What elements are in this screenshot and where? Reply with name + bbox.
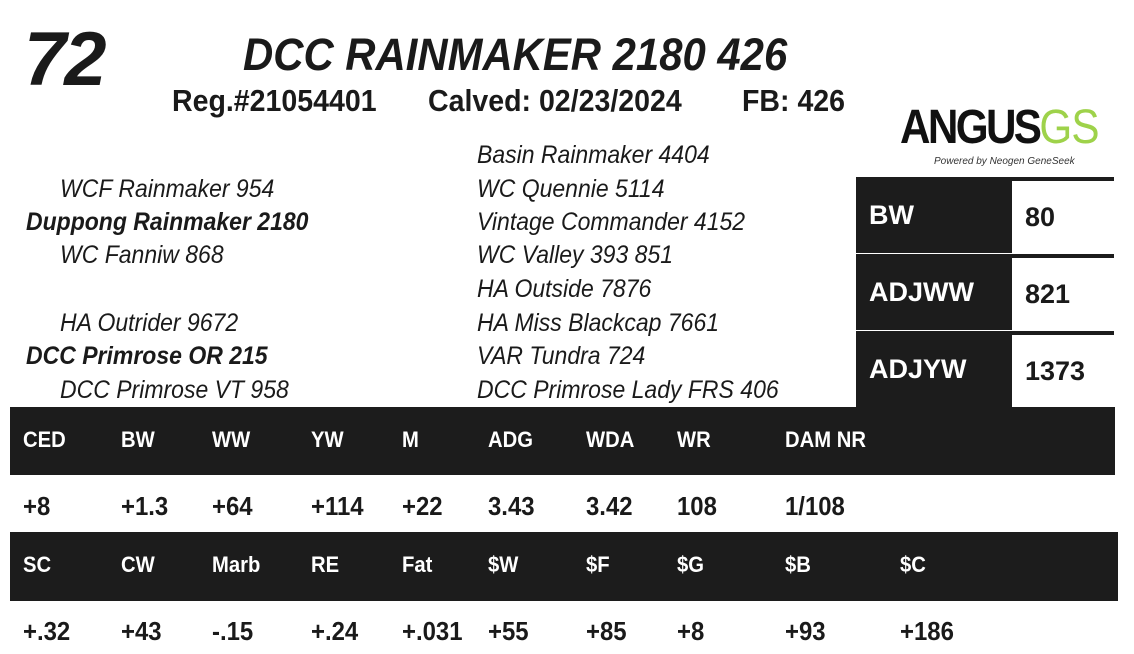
logo-tagline: Powered by Neogen GeneSeek [934,156,1075,167]
epd-header: $G [677,552,705,577]
calved-date: Calved: 02/23/2024 [428,83,682,118]
pedigree-dam-dam: DCC Primrose VT 958 [60,376,289,404]
pedigree-dam-dam-sire: VAR Tundra 724 [477,342,646,370]
logo-gs-text: GS [1039,101,1099,154]
epd-header: DAM NR [785,427,866,452]
pedigree-dam-dam-dam: DCC Primrose Lady FRS 406 [477,376,779,404]
logo-main-text: ANGUS [900,101,1040,154]
lot-number: 72 [24,17,105,102]
epd-header: $B [785,552,811,577]
epd-header: SC [23,552,52,577]
epd-header: RE [311,552,340,577]
pedigree-sire-dam-sire: Vintage Commander 4152 [477,208,746,236]
epd-value: 3.42 [586,491,633,521]
epd-value: +8 [677,616,705,646]
performance-box [856,177,1114,407]
epd-value: +43 [121,616,162,646]
performance-row [856,177,1114,253]
epd-header: M [402,427,419,452]
epd-header-band-2 [10,532,1118,601]
epd-value: +93 [785,616,826,646]
epd-value: -.15 [212,616,254,646]
performance-value: 1373 [1011,331,1114,407]
epd-header: CED [23,427,66,452]
epd-header-band-1 [10,407,1115,475]
performance-row [856,254,1114,330]
epd-value: 108 [677,491,717,521]
epd-header: Fat [402,552,433,577]
performance-value: 821 [1011,254,1114,330]
epd-value: +85 [586,616,627,646]
epd-value: +.24 [311,616,359,646]
epd-value: +114 [311,491,364,521]
angus-gs-logo [900,101,1099,174]
animal-name: DCC RAINMAKER 2180 426 [243,29,788,80]
epd-header: WW [212,427,251,452]
epd-header: WR [677,427,711,452]
epd-value: +8 [23,491,51,521]
logo-wordmark [900,101,1099,154]
epd-header: $C [900,552,926,577]
pedigree-dam-sire-sire: HA Outside 7876 [477,275,652,303]
pedigree-dam: DCC Primrose OR 215 [26,342,268,370]
performance-label: BW [856,177,1011,253]
epd-header: Marb [212,552,261,577]
pedigree-dam-sire-dam: HA Miss Blackcap 7661 [477,309,720,337]
epd-value: +186 [900,616,954,646]
performance-label: ADJWW [856,254,1011,330]
epd-header: CW [121,552,155,577]
epd-header: $F [586,552,610,577]
pedigree-sire-dam: WC Fanniw 868 [60,241,224,269]
performance-value: 80 [1011,177,1114,253]
epd-header: $W [488,552,519,577]
fb-number: FB: 426 [742,83,846,118]
epd-value: +64 [212,491,253,521]
registration-number: Reg.#21054401 [172,83,377,118]
epd-header: ADG [488,427,533,452]
epd-value: +55 [488,616,529,646]
epd-value: 1/108 [785,491,845,521]
pedigree-sire: Duppong Rainmaker 2180 [26,208,309,236]
pedigree-sire-sire: WCF Rainmaker 954 [60,175,275,203]
epd-value: +1.3 [121,491,169,521]
performance-row [856,331,1114,407]
epd-header: BW [121,427,155,452]
epd-header: YW [311,427,344,452]
pedigree-sire-sire-dam: WC Quennie 5114 [477,175,665,203]
epd-value: +.031 [402,616,463,646]
epd-value: +22 [402,491,443,521]
epd-header: WDA [586,427,635,452]
pedigree-sire-dam-dam: WC Valley 393 851 [477,241,674,269]
epd-value: 3.43 [488,491,535,521]
epd-value: +.32 [23,616,71,646]
pedigree-sire-sire-sire: Basin Rainmaker 4404 [477,141,710,169]
performance-label: ADJYW [856,331,1011,407]
pedigree-dam-sire: HA Outrider 9672 [60,309,239,337]
